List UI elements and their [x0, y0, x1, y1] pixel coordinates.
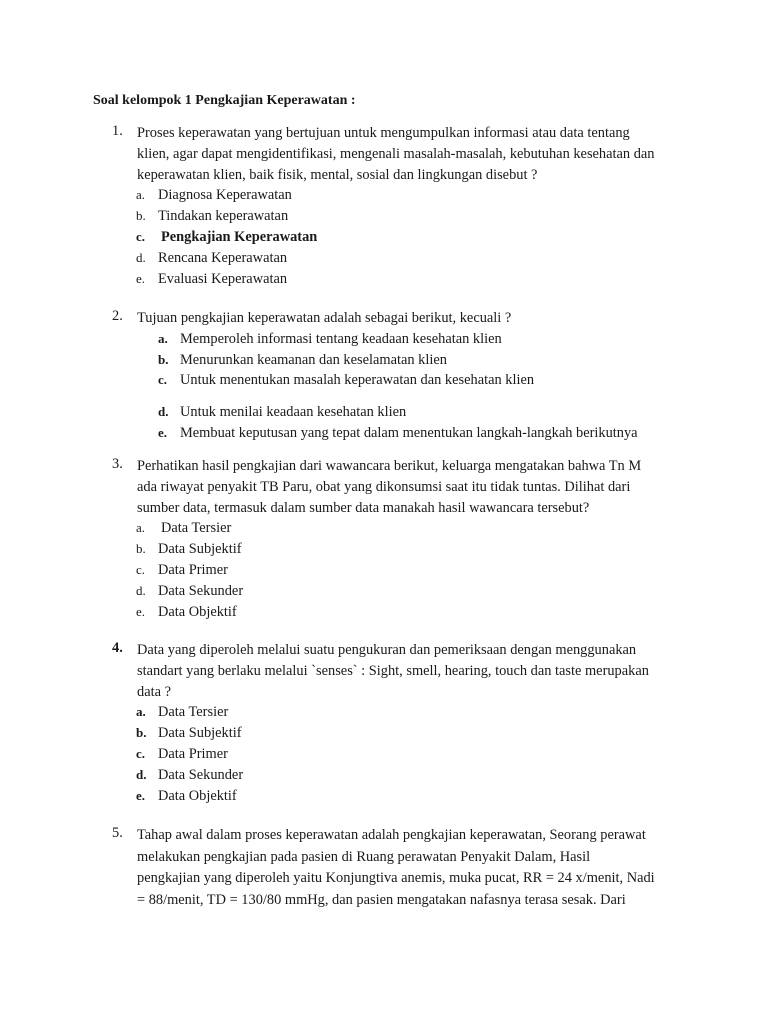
option-b: [136, 723, 692, 744]
option-text: Rencana Keperawatan: [158, 249, 288, 266]
option-list: [136, 702, 692, 806]
option-letter: b.: [158, 351, 169, 367]
question-line: Proses keperawatan yang bertujuan untuk mengumpulkan informasi atau data tentang: [137, 125, 630, 141]
question-3: [112, 456, 692, 622]
question-text: [137, 308, 692, 329]
question-line: ada riwayat penyakit TB Paru, obat yang dikonsumsi saat itu tidak tuntas. Dilihat dari: [137, 478, 631, 495]
option-letter: d.: [136, 249, 146, 265]
option-e: [136, 269, 692, 290]
option-b: [158, 350, 692, 371]
option-text: Membuat keputusan yang tepat dalam menentukan langkah-langkah berikutnya: [180, 424, 638, 441]
option-e: [136, 602, 692, 623]
question-1: [112, 123, 692, 289]
option-letter: a.: [158, 330, 168, 346]
question-line: melakukan pengkajian pada pasien di Ruang perawatan Penyakit Dalam, Hasil: [137, 848, 591, 865]
option-list: [136, 518, 692, 622]
option-letter: c.: [136, 745, 146, 761]
question-text: [137, 640, 692, 702]
option-c: [136, 227, 692, 248]
option-text: Data Subjektif: [158, 541, 242, 558]
option-text: Data Primer: [158, 561, 228, 578]
option-text: Data Objektif: [158, 787, 237, 804]
question-line: Perhatikan hasil pengkajian dari wawancara berikut, keluarga mengatakan bahwa Tn M: [137, 458, 642, 474]
option-text: Data Tersier: [158, 704, 229, 721]
option-letter: b.: [136, 541, 146, 557]
option-letter: b.: [136, 208, 146, 224]
document-title: Soal kelompok 1 Pengkajian Keperawatan :: [93, 93, 356, 108]
option-letter: c.: [158, 372, 168, 388]
question-text: [137, 456, 692, 518]
question-4: [112, 640, 692, 806]
option-letter: e.: [158, 424, 168, 440]
option-a: [136, 185, 692, 206]
option-letter: c.: [136, 561, 146, 577]
question-text: [137, 123, 692, 185]
option-letter: d.: [158, 404, 169, 420]
spacer: [158, 391, 692, 402]
option-letter: d.: [136, 766, 147, 782]
option-c: [136, 560, 692, 581]
option-letter: b.: [136, 725, 147, 741]
question-number: 1.: [112, 123, 123, 139]
option-letter: e.: [136, 270, 146, 286]
option-letter: a.: [136, 187, 146, 203]
option-text: Tindakan keperawatan: [158, 208, 289, 225]
option-a: [136, 518, 692, 539]
option-letter: a.: [136, 704, 146, 720]
option-text: Data Subjektif: [158, 725, 242, 742]
option-text: Data Primer: [158, 745, 228, 762]
question-5: [112, 825, 692, 911]
option-text: Memperoleh informasi tentang keadaan kesehatan klien: [180, 330, 502, 347]
option-text: Pengkajian Keperawatan: [161, 228, 318, 245]
option-text: Menurunkan keamanan dan keselamatan klien: [180, 351, 447, 368]
option-letter: e.: [136, 787, 146, 803]
option-d: [136, 581, 692, 602]
option-letter: c.: [136, 228, 146, 244]
option-e: [158, 423, 692, 444]
option-a: [158, 329, 692, 350]
option-text: Data Tersier: [161, 520, 232, 537]
option-b: [136, 206, 692, 227]
option-text: Data Objektif: [158, 603, 237, 620]
question-line: standart yang berlaku melalui `senses` : Sight, smell, hearing, touch dan taste merupakan: [137, 662, 649, 679]
question-line: Tahap awal dalam proses keperawatan adalah pengkajian keperawatan, Seorang perawat: [137, 827, 646, 843]
option-letter: a.: [136, 520, 146, 536]
question-line: sumber data, termasuk dalam sumber data manakah hasil wawancara tersebut?: [137, 499, 590, 516]
option-letter: d.: [136, 582, 146, 598]
option-d: [136, 765, 692, 786]
question-2: [112, 308, 692, 444]
option-c: [158, 370, 692, 391]
question-number: 4.: [112, 640, 123, 656]
option-text: Untuk menilai keadaan kesehatan klien: [180, 404, 407, 421]
option-text: Diagnosa Keperawatan: [158, 187, 292, 204]
question-line: = 88/menit, TD = 130/80 mmHg, dan pasien mengatakan nafasnya terasa sesak. Dari: [137, 891, 626, 908]
option-c: [136, 744, 692, 765]
option-text: Data Sekunder: [158, 582, 244, 599]
question-text: [137, 825, 692, 911]
option-list: [136, 185, 692, 289]
option-a: [136, 702, 692, 723]
option-list: [158, 329, 692, 444]
question-line: pengkajian yang diperoleh yaitu Konjungtiva anemis, muka pucat, RR = 24 x/menit, Nadi: [137, 870, 655, 887]
option-text: Evaluasi Keperawatan: [158, 270, 288, 287]
option-text: Data Sekunder: [158, 766, 244, 783]
question-number: 2.: [112, 308, 123, 324]
option-e: [136, 786, 692, 807]
question-number: 3.: [112, 456, 123, 472]
option-text: Untuk menentukan masalah keperawatan dan kesehatan klien: [180, 372, 535, 389]
question-number: 5.: [112, 825, 123, 841]
option-letter: e.: [136, 603, 146, 619]
option-b: [136, 539, 692, 560]
question-line: Data yang diperoleh melalui suatu pengukuran dan pemeriksaan dengan menggunakan: [137, 642, 637, 658]
option-d: [136, 248, 692, 269]
option-d: [158, 402, 692, 423]
question-line: klien, agar dapat mengidentifikasi, mengenali masalah-masalah, kebutuhan kesehatan dan: [137, 145, 655, 162]
question-line: data ?: [137, 683, 171, 700]
question-line: keperawatan klien, baik fisik, mental, sosial dan lingkungan disebut ?: [137, 166, 538, 183]
question-line: Tujuan pengkajian keperawatan adalah sebagai berikut, kecuali ?: [137, 310, 512, 326]
